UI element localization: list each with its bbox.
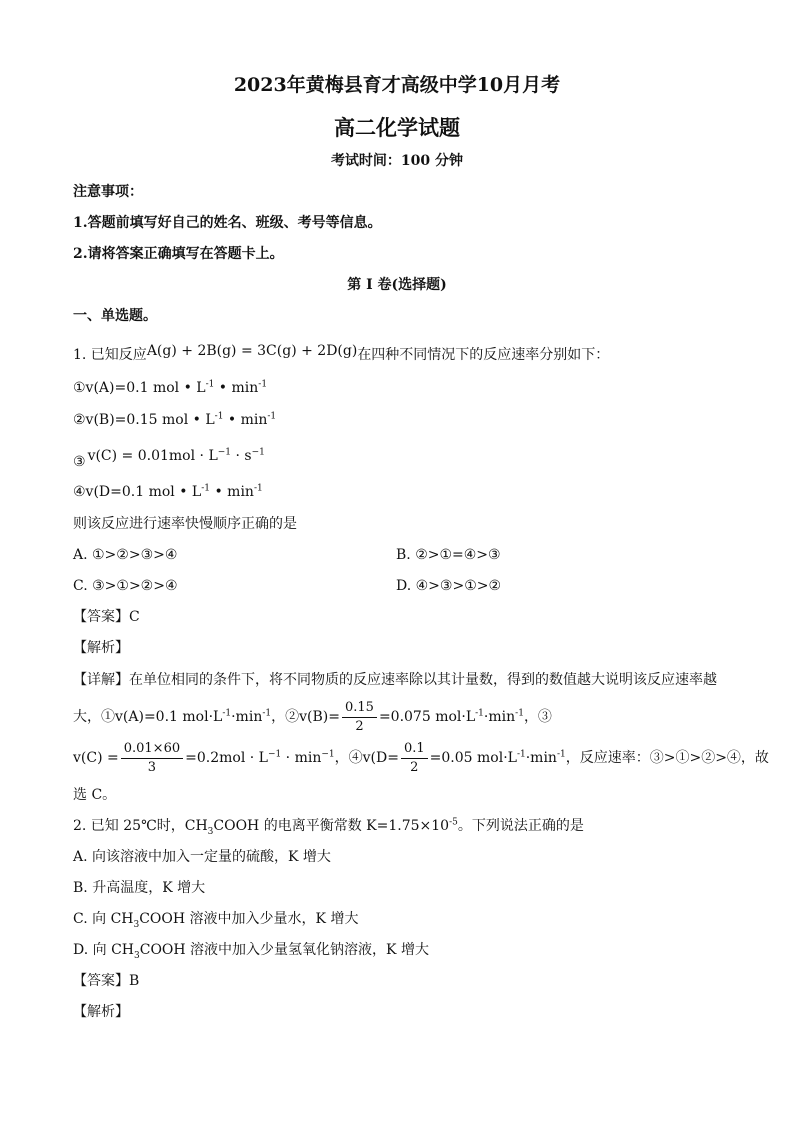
q1-condition-3: ③ $v(C) = 0.01mol \cdot L^{-1} \cdot s^{-1}$ bbox=[73, 447, 265, 470]
exam-title: 2023年黄梅县育才高级中学10月月考 bbox=[233, 74, 561, 96]
fraction-0.15-over-2: $\frac{0.15}{2}$ bbox=[342, 699, 377, 736]
exam-time: 考试时间：100 分钟 bbox=[330, 153, 464, 169]
fraction-0.01x60-over-3: $\frac{0.01\times 60}{3}$ bbox=[121, 740, 183, 777]
q1-detail-line-1: 【详解】在单位相同的条件下，将不同物质的反应速率除以其计量数，得到的数值越大说明该反应速率越 bbox=[73, 672, 717, 688]
q1-option-c: C. ③>①>②>④ bbox=[73, 578, 178, 594]
q1-condition-4: ④v(D=0.1 mol • $L^{-1}$ • $\min^{-1}$ bbox=[73, 483, 263, 500]
q2-option-c: C. 向 $CH_3COOH$ 溶液中加入少量水，K 增大 bbox=[73, 911, 359, 930]
q1-equation: A(g) + 2B(g) = 3C(g) + 2D(g) bbox=[146, 343, 358, 359]
q1-option-d: D. ④>③>①>② bbox=[396, 578, 502, 594]
notes-item-2: 2.请将答案正确填写在答题卡上。 bbox=[73, 246, 284, 262]
q2-option-b: B. 升高温度，K 增大 bbox=[73, 880, 206, 896]
q1-option-a: A. ①>②>③>④ bbox=[73, 547, 178, 563]
q2-analysis-label: 【解析】 bbox=[73, 1004, 129, 1020]
q1-suffix: 在四种不同情况下的反应速率分别如下： bbox=[357, 347, 610, 363]
q1-detail-line-2: 大，①v(A)=0.1 $mol\cdot L^{-1}\cdot\min^{-1}$，②v(B)= $\frac{0.15}{2}$ =0.075 $mol\cdot L^{-1}\cdot\min^{-1}$，③ bbox=[73, 699, 552, 734]
q1-detail-line-4: 选 C。 bbox=[73, 787, 117, 803]
q2-option-d: D. 向 $CH_3COOH$ 溶液中加入少量氢氧化钠溶液，K 增大 bbox=[73, 942, 429, 961]
q1-question: 则该反应进行速率快慢顺序正确的是 bbox=[73, 516, 297, 532]
fraction-0.1-over-2: $\frac{0.1}{2}$ bbox=[401, 740, 428, 777]
q2-stem: 2. 已知 25℃时，$CH_3COOH$ 的电离平衡常数 $K=1.75\times 10^{-5}$。下列说法正确的是 bbox=[73, 817, 584, 837]
q1-answer: 【答案】C bbox=[73, 609, 140, 625]
notes-heading: 注意事项： bbox=[73, 184, 143, 200]
q1-condition-1: ①v(A)=0.1 mol • $L^{-1}$ • $\min^{-1}$ bbox=[73, 379, 268, 396]
q2-option-a: A. 向该溶液中加入一定量的硫酸，K 增大 bbox=[73, 849, 331, 865]
q1-prefix: 1. 已知反应 bbox=[73, 347, 147, 363]
notes-item-1: 1.答题前填写好自己的姓名、班级、考号等信息。 bbox=[73, 215, 382, 231]
q1-stem bbox=[73, 345, 609, 365]
q2-answer: 【答案】B bbox=[73, 973, 140, 989]
q1-analysis-label: 【解析】 bbox=[73, 640, 129, 656]
q1-detail-line-3: v(C) = $\frac{0.01\times 60}{3}$ $=0.2mol \cdot L^{-1} \cdot \min^{-1}$，④v(D= $\frac{0.1}{2}$ =0.05 $mol\cdot L^{-1}\cdot\min^{-1}$，反应速率：③>①>②>④，故 bbox=[73, 740, 769, 775]
q1-option-b: B. ②>①=④>③ bbox=[396, 547, 501, 563]
q1-condition-2: ②v(B)=0.15 mol • $L^{-1}$ • $\min^{-1}$ bbox=[73, 411, 277, 428]
volume-heading: 第 I 卷(选择题) bbox=[347, 277, 447, 293]
exam-subtitle: 高二化学试题 bbox=[334, 115, 460, 140]
part-heading: 一、单选题。 bbox=[73, 308, 157, 324]
